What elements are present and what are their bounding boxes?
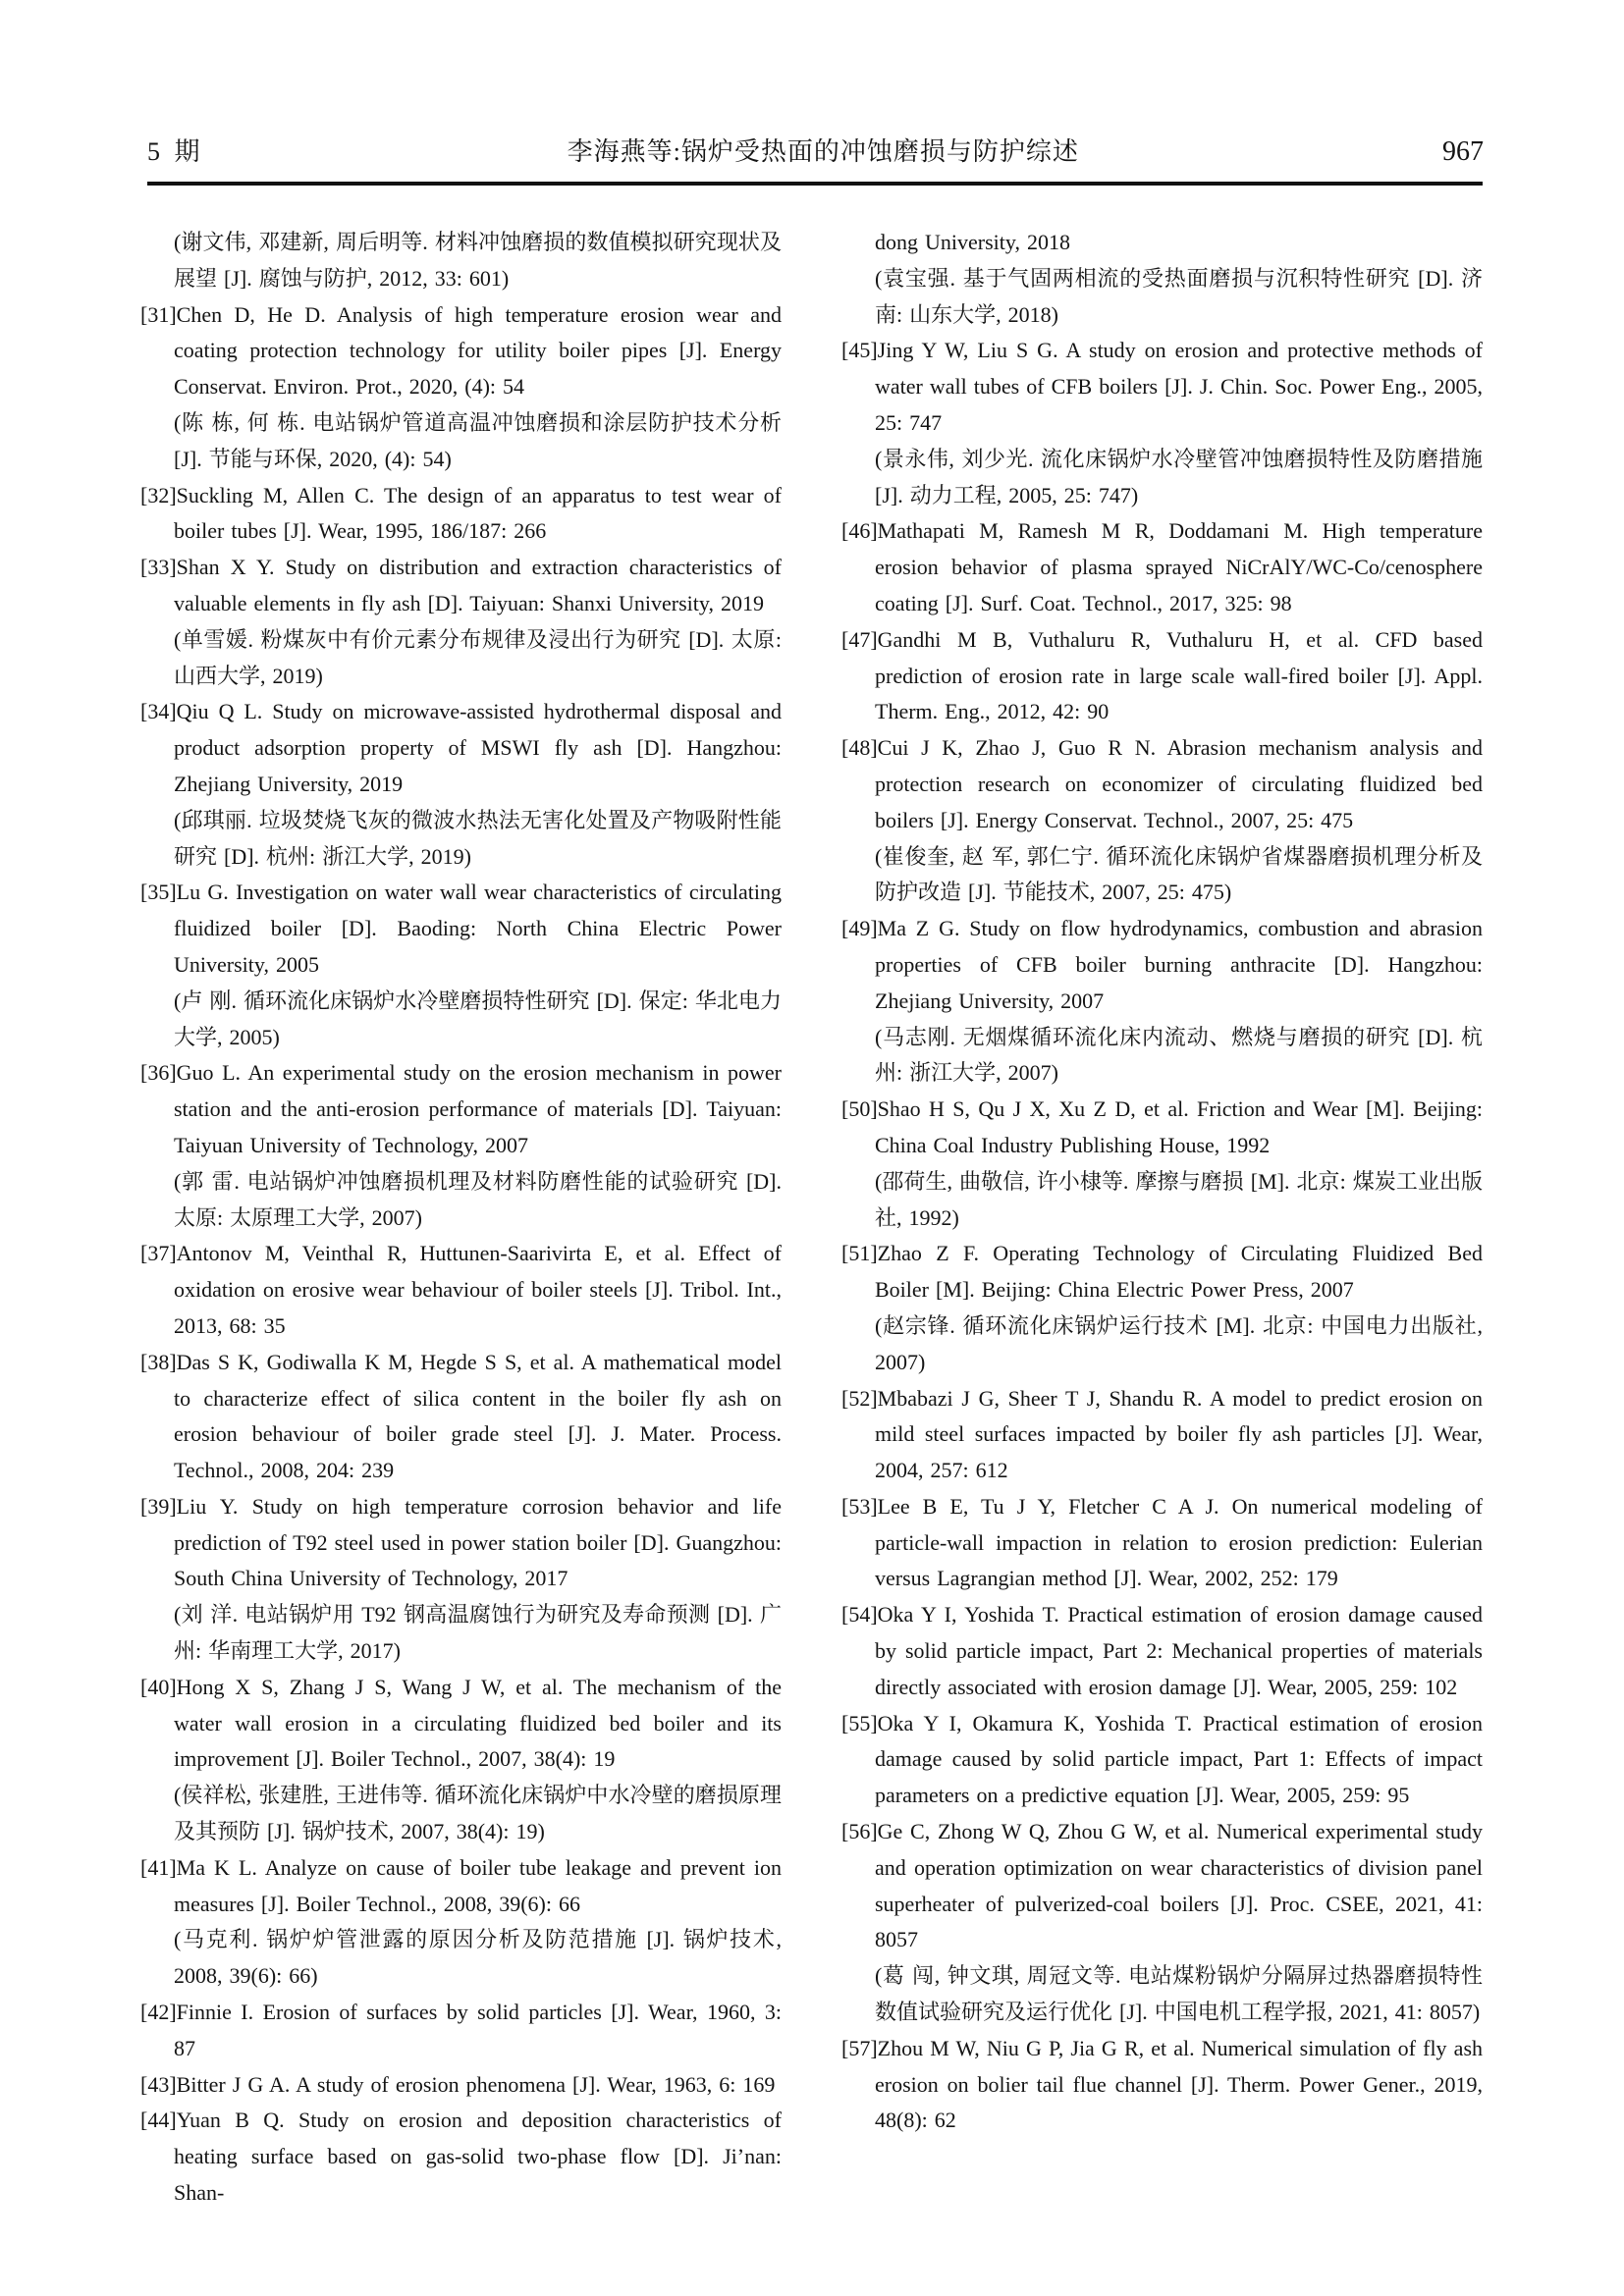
reference-citation: [46]Mathapati M, Ramesh M R, Doddamani M. High temperature erosion behavior of plasma sprayed NiCrAlY/WC-Co/cenosphere coating [J]. Surf. Coat. Technol., 2017, 325: 98 xyxy=(875,513,1483,621)
reference-entry xyxy=(140,1995,782,2067)
running-title: 李海燕等:锅炉受热面的冲蚀磨损与防护综述 xyxy=(567,137,1079,166)
reference-translation: (赵宗锋. 循环流化床锅炉运行技术 [M]. 北京: 中国电力出版社, 2007) xyxy=(875,1312,1483,1374)
reference-number: [54] xyxy=(841,1602,878,1628)
reference-entry xyxy=(841,730,1483,911)
reference-number: [45] xyxy=(841,338,878,363)
reference-entry xyxy=(140,1670,782,1850)
reference-citation: [33]Shan X Y. Study on distribution and extraction characteristics of valuable elements in fly ash [D]. Taiyuan: Shanxi University, 2019 xyxy=(174,550,782,622)
issue-label: 5 期 xyxy=(147,137,204,166)
reference-entry xyxy=(841,513,1483,621)
reference-citation: [54]Oka Y I, Yoshida T. Practical estimation of erosion damage caused by solid particle impact, Part 2: Mechanical properties of materials directly associated with erosion damage [J]. Wear, 2005, 259: 102 xyxy=(875,1597,1483,1705)
reference-citation: [45]Jing Y W, Liu S G. A study on erosion and protective methods of water wall tubes of CFB boilers [J]. J. Chin. Soc. Power Eng., 2005, 25: 747 xyxy=(875,333,1483,441)
reference-translation: (邱琪丽. 垃圾焚烧飞灰的微波水热法无害化处置及产物吸附性能研究 [D]. 杭州: 浙江大学, 2019) xyxy=(174,807,782,869)
reference-citation: [41]Ma K L. Analyze on cause of boiler tube leakage and prevent ion measures [J]. Boiler Technol., 2008, 39(6): 66 xyxy=(174,1850,782,1923)
reference-number: [56] xyxy=(841,1819,878,1844)
reference-entry xyxy=(140,875,782,1055)
reference-translation: (卢 刚. 循环流化床锅炉水冷壁磨损特性研究 [D]. 保定: 华北电力大学, 2005) xyxy=(174,988,782,1049)
reference-entry xyxy=(841,1489,1483,1597)
reference-citation: [43]Bitter J G A. A study of erosion phenomena [J]. Wear, 1963, 6: 169 xyxy=(174,2067,782,2104)
reference-number: [35] xyxy=(140,880,177,905)
reference-translation: (葛 闯, 钟文琪, 周冠文等. 电站煤粉锅炉分隔屏过热器磨损特性数值试验研究及运行优化 [J]. 中国电机工程学报, 2021, 41: 8057) xyxy=(875,1963,1483,2025)
reference-citation: [32]Suckling M, Allen C. The design of an apparatus to test wear of boiler tubes [J]. Wear, 1995, 186/187: 266 xyxy=(174,478,782,551)
reference-translation: (马克利. 锅炉炉管泄露的原因分析及防范措施 [J]. 锅炉技术, 2008, 39(6): 66) xyxy=(174,1927,782,1989)
reference-citation: (谢文伟, 邓建新, 周后明等. 材料冲蚀磨损的数值模拟研究现状及展望 [J]. 腐蚀与防护, 2012, 33: 601) xyxy=(174,230,782,291)
reference-entry xyxy=(140,2103,782,2211)
reference-number: [51] xyxy=(841,1241,878,1266)
reference-entry xyxy=(140,2067,782,2104)
reference-number: [34] xyxy=(140,699,177,724)
reference-number: [53] xyxy=(841,1493,878,1519)
reference-citation: [40]Hong X S, Zhang J S, Wang J W, et al. The mechanism of the water wall erosion in a circulating fluidized bed boiler and its improvement [J]. Boiler Technol., 2007, 38(4): 19 xyxy=(174,1670,782,1778)
reference-number: [50] xyxy=(841,1096,878,1122)
reference-entry xyxy=(841,225,1483,333)
reference-citation: [47]Gandhi M B, Vuthaluru R, Vuthaluru H, et al. CFD based prediction of erosion rate in large scale wall-fired boiler [J]. Appl. Therm. Eng., 2012, 42: 90 xyxy=(875,622,1483,730)
reference-citation: [49]Ma Z G. Study on flow hydrodynamics, combustion and abrasion properties of CFB boiler burning anthracite [D]. Hangzhou: Zhejiang University, 2007 xyxy=(875,911,1483,1019)
reference-number: [57] xyxy=(841,2035,878,2060)
reference-citation: [56]Ge C, Zhong W Q, Zhou G W, et al. Numerical experimental study and operation optimization on wear characteristics of division panel superheater of pulverized-coal boilers [J]. Proc. CSEE, 2021, 41: 8057 xyxy=(875,1814,1483,1958)
reference-entry xyxy=(140,694,782,875)
reference-translation: (郭 雷. 电站锅炉冲蚀磨损机理及材料防磨性能的试验研究 [D]. 太原: 太原理工大学, 2007) xyxy=(174,1168,782,1230)
reference-translation: (崔俊奎, 赵 军, 郭仁宁. 循环流化床锅炉省煤器磨损机理分析及防护改造 [J]. 节能技术, 2007, 25: 475) xyxy=(875,843,1483,905)
reference-citation: [36]Guo L. An experimental study on the erosion mechanism in power station and the anti-erosion performance of materials [D]. Taiyuan: Taiyuan University of Technology, 2007 xyxy=(174,1055,782,1163)
reference-translation: (景永伟, 刘少光. 流化床锅炉水冷壁管冲蚀磨损特性及防磨措施 [J]. 动力工程, 2005, 25: 747) xyxy=(875,446,1483,507)
reference-translation: (陈 栋, 何 栋. 电站锅炉管道高温冲蚀磨损和涂层防护技术分析 [J]. 节能与环保, 2020, (4): 54) xyxy=(174,409,782,471)
reference-number: [37] xyxy=(140,1241,177,1266)
reference-citation: [48]Cui J K, Zhao J, Guo R N. Abrasion mechanism analysis and protection research on economizer of circulating fluidized bed boilers [J]. Energy Conservat. Technol., 2007, 25: 475 xyxy=(875,730,1483,838)
reference-citation: [52]Mbabazi J G, Sheer T J, Shandu R. A model to predict erosion on mild steel surfaces impacted by boiler fly ash particles [J]. Wear, 2004, 257: 612 xyxy=(875,1381,1483,1489)
reference-number: [32] xyxy=(140,482,177,507)
reference-translation: (袁宝强. 基于气固两相流的受热面磨损与沉积特性研究 [D]. 济南: 山东大学, 2018) xyxy=(875,265,1483,327)
reference-entry xyxy=(140,550,782,694)
reference-number: [43] xyxy=(140,2071,177,2097)
reference-number: [42] xyxy=(140,2000,177,2025)
reference-number: [47] xyxy=(841,626,878,652)
reference-number: [52] xyxy=(841,1385,878,1411)
reference-entry xyxy=(140,1850,782,1995)
reference-citation: [51]Zhao Z F. Operating Technology of Circulating Fluidized Bed Boiler [M]. Beijing: China Electric Power Press, 2007 xyxy=(875,1236,1483,1308)
reference-translation: (邵荷生, 曲敬信, 许小棣等. 摩擦与磨损 [M]. 北京: 煤炭工业出版社, 1992) xyxy=(875,1168,1483,1230)
reference-entry xyxy=(140,478,782,551)
reference-citation: [55]Oka Y I, Okamura K, Yoshida T. Practical estimation of erosion damage caused by solid particle impact, Part 1: Effects of impact parameters on a predictive equation [J]. Wear, 2005, 259: 95 xyxy=(875,1706,1483,1814)
reference-entry xyxy=(140,1345,782,1489)
reference-number: [38] xyxy=(140,1349,177,1374)
reference-entry xyxy=(140,297,782,478)
reference-citation: [31]Chen D, He D. Analysis of high temperature erosion wear and coating protection technology for utility boiler pipes [J]. Energy Conservat. Environ. Prot., 2020, (4): 54 xyxy=(174,297,782,405)
reference-citation: [37]Antonov M, Veinthal R, Huttunen-Saarivirta E, et al. Effect of oxidation on erosive wear behaviour of boiler steels [J]. Tribol. Int., 2013, 68: 35 xyxy=(174,1236,782,1344)
reference-number: [31] xyxy=(140,301,177,327)
reference-entry xyxy=(841,2031,1483,2139)
reference-entry xyxy=(841,1814,1483,2031)
reference-number: [40] xyxy=(140,1674,177,1699)
reference-translation: (刘 洋. 电站锅炉用 T92 钢高温腐蚀行为研究及寿命预测 [D]. 广州: 华南理工大学, 2017) xyxy=(174,1602,782,1664)
reference-translation: (侯祥松, 张建胜, 王进伟等. 循环流化床锅炉中水冷壁的磨损原理及其预防 [J]. 锅炉技术, 2007, 38(4): 19) xyxy=(174,1783,782,1844)
reference-citation: [50]Shao H S, Qu J X, Xu Z D, et al. Friction and Wear [M]. Beijing: China Coal Industry Publishing House, 1992 xyxy=(875,1092,1483,1164)
reference-entry xyxy=(140,1236,782,1344)
reference-citation: [38]Das S K, Godiwalla K M, Hegde S S, et al. A mathematical model to characterize effect of silica content in the boiler fly ash on erosion behaviour of boiler grade steel [J]. J. Mater. Process. Technol., 2008, 204: 239 xyxy=(174,1345,782,1489)
reference-entry xyxy=(841,911,1483,1092)
reference-citation: [44]Yuan B Q. Study on erosion and deposition characteristics of heating surface based on gas-solid two-phase flow [D]. Ji’nan: Shan- xyxy=(174,2103,782,2211)
reference-citation: [53]Lee B E, Tu J Y, Fletcher C A J. On numerical modeling of particle-wall impaction in relation to erosion prediction: Eulerian versus Lagrangian method [J]. Wear, 2002, 252: 179 xyxy=(875,1489,1483,1597)
header-rule xyxy=(147,182,1483,186)
page-number: 967 xyxy=(1442,136,1484,167)
reference-citation: [42]Finnie I. Erosion of surfaces by solid particles [J]. Wear, 1960, 3: 87 xyxy=(174,1995,782,2067)
reference-entry xyxy=(140,1055,782,1236)
reference-number: [36] xyxy=(140,1060,177,1086)
reference-citation: [39]Liu Y. Study on high temperature corrosion behavior and life prediction of T92 steel used in power station boiler [D]. Guangzhou: South China University of Technology, 2017 xyxy=(174,1489,782,1597)
references-column-right xyxy=(841,225,1483,2212)
reference-number: [46] xyxy=(841,518,878,544)
reference-number: [48] xyxy=(841,735,878,761)
reference-number: [55] xyxy=(841,1710,878,1735)
reference-entry xyxy=(841,333,1483,513)
reference-citation: [57]Zhou M W, Niu G P, Jia G R, et al. Numerical simulation of fly ash erosion on bolier tail flue channel [J]. Therm. Power Gener., 2019, 48(8): 62 xyxy=(875,2031,1483,2139)
references-section xyxy=(140,225,1484,2212)
references-column-left xyxy=(140,225,782,2212)
reference-citation: [35]Lu G. Investigation on water wall wear characteristics of circulating fluidized boiler [D]. Baoding: North China Electric Power University, 2005 xyxy=(174,875,782,983)
reference-translation: (单雪媛. 粉煤灰中有价元素分布规律及浸出行为研究 [D]. 太原: 山西大学, 2019) xyxy=(174,626,782,688)
reference-entry xyxy=(140,1489,782,1670)
reference-entry xyxy=(841,1706,1483,1814)
reference-translation: (马志刚. 无烟煤循环流化床内流动、燃烧与磨损的研究 [D]. 杭州: 浙江大学, 2007) xyxy=(875,1024,1483,1086)
reference-number: [49] xyxy=(841,916,878,941)
reference-number: [33] xyxy=(140,555,177,580)
reference-number: [44] xyxy=(140,2108,177,2133)
reference-entry xyxy=(841,622,1483,730)
reference-entry xyxy=(841,1236,1483,1380)
reference-entry xyxy=(841,1381,1483,1489)
reference-entry xyxy=(140,225,782,297)
reference-entry xyxy=(841,1597,1483,1705)
reference-number: [41] xyxy=(140,1854,177,1880)
reference-citation: dong University, 2018 xyxy=(875,230,1070,254)
reference-number: [39] xyxy=(140,1493,177,1519)
page-header xyxy=(147,135,1484,169)
reference-entry xyxy=(841,1092,1483,1236)
reference-citation: [34]Qiu Q L. Study on microwave-assisted hydrothermal disposal and product adsorption property of MSWI fly ash [D]. Hangzhou: Zhejiang University, 2019 xyxy=(174,694,782,802)
